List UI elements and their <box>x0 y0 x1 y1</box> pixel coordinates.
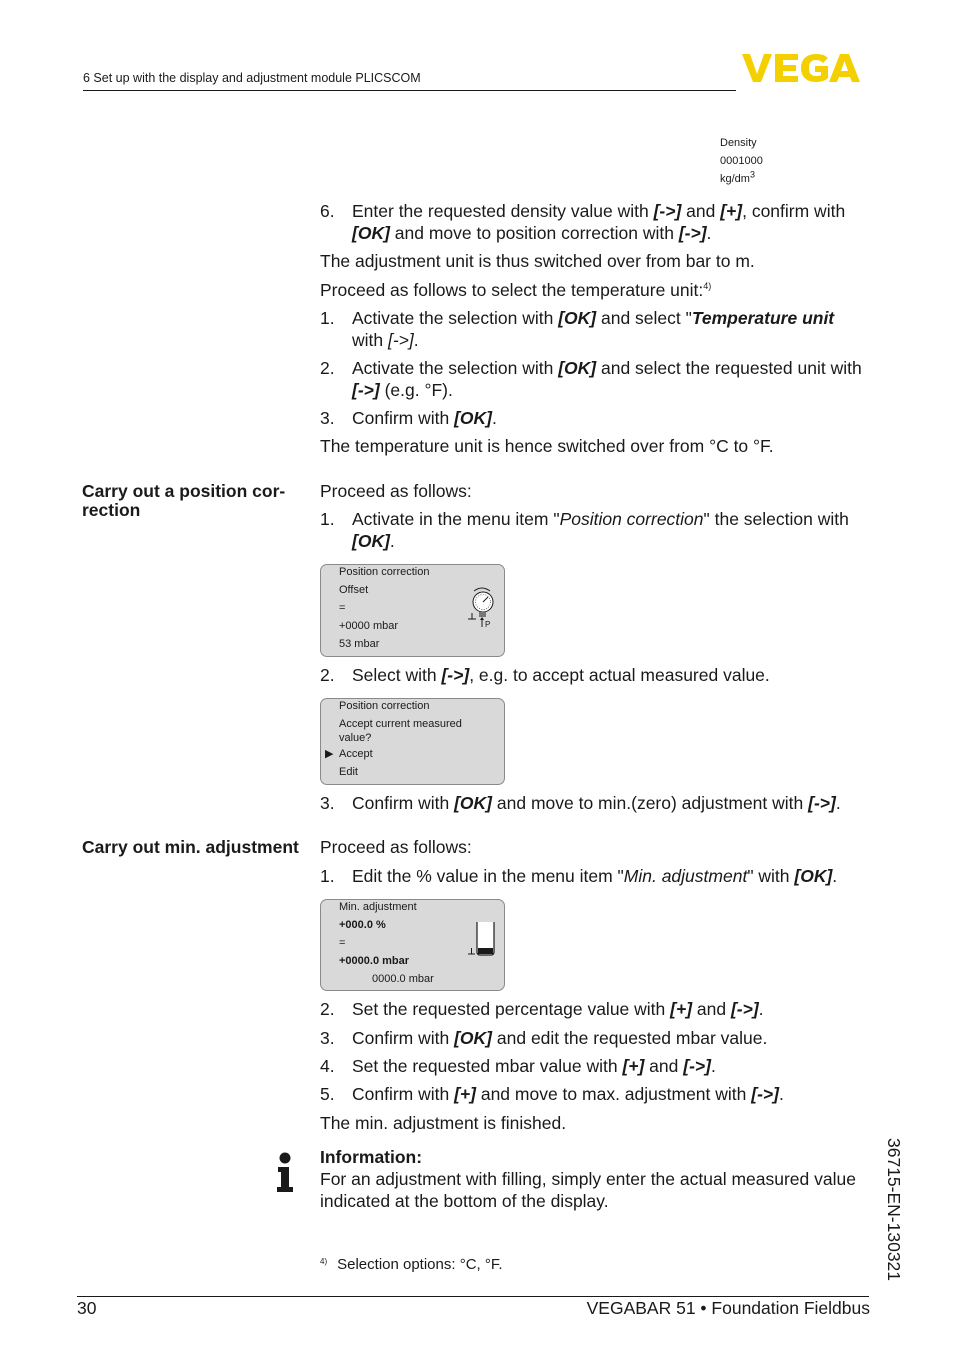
para-temp-done: The temperature unit is hence switched over from °C to °F. <box>320 436 774 456</box>
density-display <box>720 134 763 188</box>
footnote: $^{4)}$ Selection options: °C, °F. <box>320 1256 503 1273</box>
list-item-step-6: 6. Enter the requested density value with [->] and [+], confirm with [OK] and move to position correction with [->]. <box>320 201 846 243</box>
side-heading-position-correction: Carry out a position cor- rection <box>82 481 286 520</box>
list-item-pos-1: 1. Activate in the menu item "Position correction" the selection with [OK]. <box>320 509 849 551</box>
list-item-temp-2: 2. Activate the selection with [OK] and select the requested unit with [->] (e.g. °F). <box>320 358 862 400</box>
info-block <box>320 1146 880 1212</box>
header-rule <box>83 90 736 91</box>
footer-title: VEGABAR 51 • Foundation Fieldbus <box>586 1298 870 1318</box>
page-number: 30 <box>77 1298 97 1318</box>
list-item-pos-3: 3. Confirm with [OK] and move to min.(zero) adjustment with [->]. <box>320 793 841 813</box>
lcd-position-correction-accept: Position correction Accept current measured value? ▶ Accept Edit <box>320 698 505 785</box>
density-value: 0001000 <box>720 155 763 167</box>
para-temp-unit: Proceed as follows to select the temperature unit:$^{4)}$ <box>320 280 712 300</box>
selection-arrow-icon: ▶ <box>325 748 334 760</box>
pressure-gauge-icon <box>466 585 498 631</box>
min-done: The min. adjustment is finished. <box>320 1113 567 1133</box>
document-id: 36715-EN-130321 <box>884 1138 904 1282</box>
list-item-min-5: 5. Confirm with [+] and move to max. adjustment with [->]. <box>320 1084 784 1104</box>
vega-logo <box>742 52 872 84</box>
info-line-1: For an adjustment with filling, simply enter the actual measured value <box>320 1169 856 1189</box>
lcd-min-adjustment: Min. adjustment +000.0 % = +0000.0 mbar 0000.0 mbar <box>320 899 505 991</box>
lcd-position-correction-offset: Position correction Offset = +0000 mbar 53 mbar P <box>320 564 505 657</box>
list-item-pos-2: 2. Select with [->], e.g. to accept actual measured value. <box>320 665 770 685</box>
density-unit: $kg/dm^3$ <box>720 169 755 185</box>
list-item-min-3: 3. Confirm with [OK] and edit the requested mbar value. <box>320 1028 768 1048</box>
list-item-temp-1: 1. Activate the selection with [OK] and select "Temperature unit with [->]. <box>320 308 835 350</box>
list-item-min-1: 1. Edit the % value in the menu item "Min. adjustment" with [OK]. <box>320 866 838 886</box>
tank-level-icon <box>467 920 497 960</box>
para-unit-switched: The adjustment unit is thus switched over from bar to m. <box>320 251 755 271</box>
density-label: Density <box>720 137 757 149</box>
list-item-temp-3: 3. Confirm with [OK]. <box>320 408 497 428</box>
min-proceed: Proceed as follows: <box>320 837 472 857</box>
header-section-title: 6 Set up with the display and adjustment module PLICSCOM <box>83 71 421 85</box>
info-title: Information: <box>320 1147 423 1167</box>
footer-rule <box>77 1296 869 1297</box>
pos-proceed: Proceed as follows: <box>320 481 472 501</box>
info-line-2: indicated at the bottom of the display. <box>320 1191 609 1211</box>
side-heading-min-adjustment: Carry out min. adjustment <box>82 837 299 857</box>
list-item-min-4: 4. Set the requested mbar value with [+] and [->]. <box>320 1056 716 1076</box>
list-item-min-2: 2. Set the requested percentage value with [+] and [->]. <box>320 999 764 1019</box>
info-icon <box>272 1152 298 1194</box>
